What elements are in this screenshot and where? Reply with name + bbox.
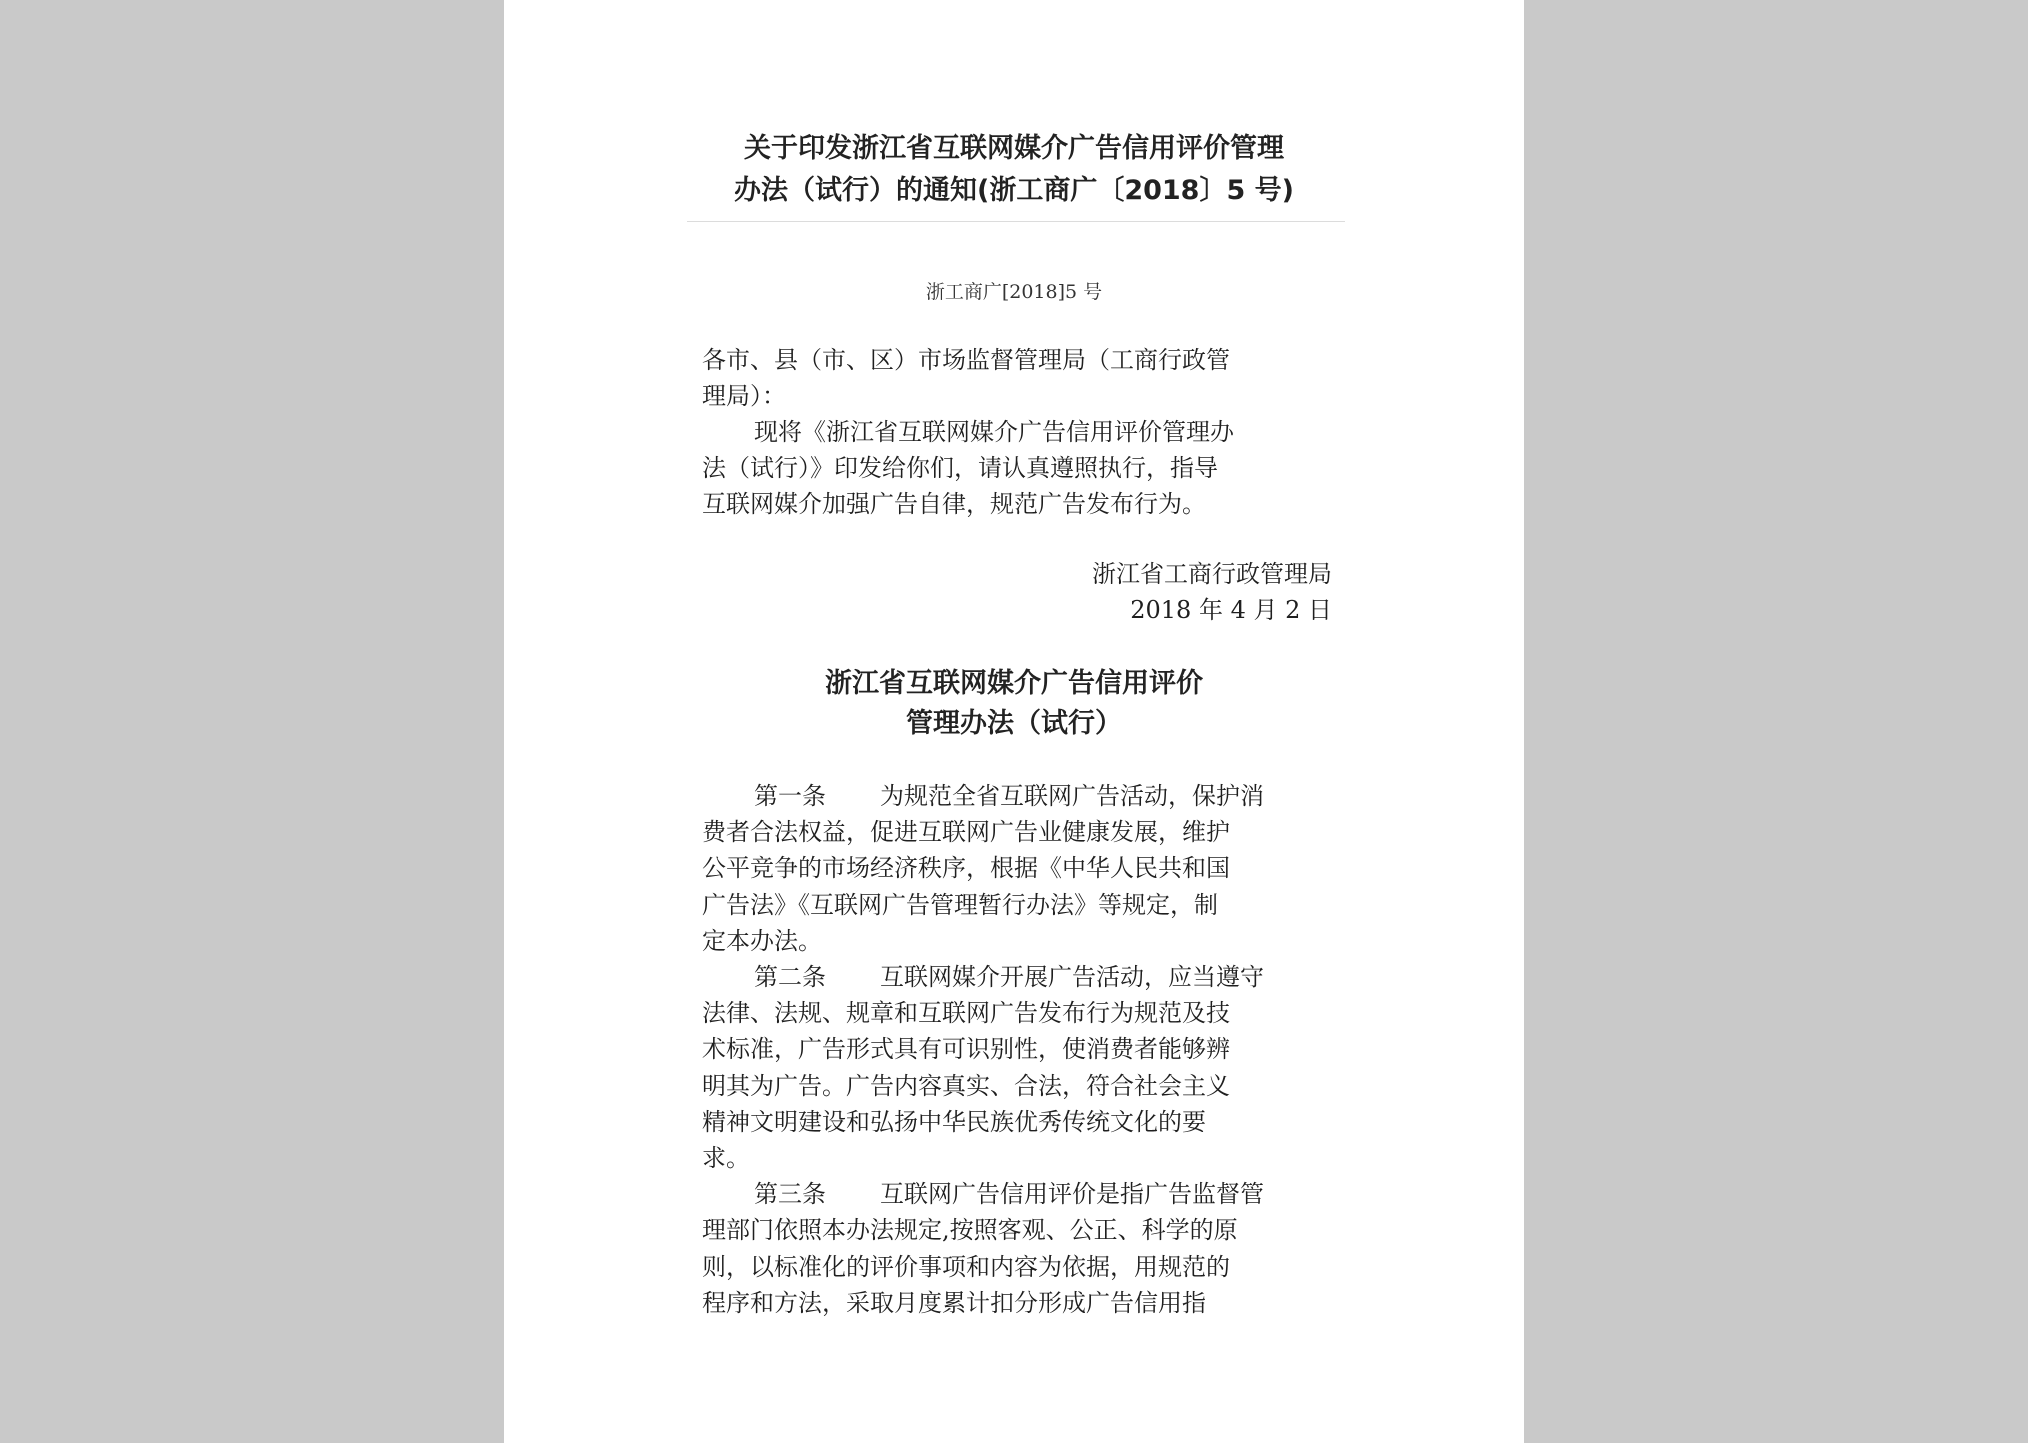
document-page (504, 0, 1524, 1443)
article-3-first-line (702, 1176, 1342, 1212)
article-3-lead: 互联网广告信用评价是指广告监督管 (880, 1180, 1264, 1209)
body-line-3: 互联网媒介加强广告自律，规范广告发布行为。 (702, 490, 1206, 518)
title-line-1: 关于印发浙江省互联网媒介广告信用评价管理 (744, 133, 1284, 164)
measures-title (504, 664, 1524, 744)
article-1-lead: 为规范全省互联网广告活动，保护消 (880, 782, 1264, 810)
notice-body (702, 414, 1332, 522)
article-2-lead: 互联网媒介开展广告活动，应当遵守 (880, 963, 1264, 992)
article-3-line: 程序和方法，采取月度累计扣分形成广告信用指 (702, 1288, 1206, 1317)
salutation (702, 342, 1332, 414)
measures-title-line-1: 浙江省互联网媒介广告信用评价 (825, 668, 1203, 699)
article-1-line: 广告法》《互联网广告管理暂行办法》等规定，制 (702, 890, 1218, 919)
article-2-line: 精神文明建设和弘扬中华民族优秀传统文化的要 (702, 1107, 1206, 1136)
issuing-organization: 浙江省工商行政管理局 (1092, 560, 1332, 588)
article-2-first-line (702, 959, 1342, 995)
article-2-line: 术标准，广告形式具有可识别性，使消费者能够辨 (702, 1035, 1230, 1064)
article-3-line: 理部门依照本办法规定,按照客观、公正、科学的原 (702, 1216, 1238, 1245)
article-3-line: 则，以标准化的评价事项和内容为依据，用规范的 (702, 1252, 1230, 1281)
articles-section (702, 778, 1342, 1321)
article-1-line: 费者合法权益，促进互联网广告业健康发展，维护 (702, 818, 1230, 847)
article-1-label: 第一条 (754, 782, 826, 810)
article-1-line: 定本办法。 (702, 926, 822, 955)
title-line-2: 办法（试行）的通知(浙工商广〔2018〕5 号) (733, 175, 1294, 206)
signature-block (1092, 556, 1332, 628)
salutation-line-2: 理局）： (702, 382, 786, 410)
article-2-line: 求。 (702, 1144, 750, 1173)
document-title (684, 128, 1344, 212)
measures-title-line-2: 管理办法（试行） (906, 708, 1122, 739)
article-2-line: 法律、法规、规章和互联网广告发布行为规范及技 (702, 999, 1230, 1028)
body-line-1: 现将《浙江省互联网媒介广告信用评价管理办 (754, 418, 1234, 446)
article-2-label: 第二条 (754, 963, 826, 992)
issue-date: 2018 年 4 月 2 日 (1130, 596, 1332, 624)
salutation-line-1: 各市、县（市、区）市场监督管理局（工商行政管 (702, 346, 1230, 374)
article-2-line: 明其为广告。广告内容真实、合法，符合社会主义 (702, 1071, 1230, 1100)
body-line-2: 法（试行）》印发给你们，请认真遵照执行，指导 (702, 454, 1218, 482)
document-number: 浙工商广[2018]5 号 (925, 281, 1103, 303)
article-1-first-line (702, 778, 1342, 814)
article-1-line: 公平竞争的市场经济秩序，根据《中华人民共和国 (702, 854, 1230, 883)
title-divider (687, 221, 1345, 222)
article-3-label: 第三条 (754, 1180, 826, 1209)
